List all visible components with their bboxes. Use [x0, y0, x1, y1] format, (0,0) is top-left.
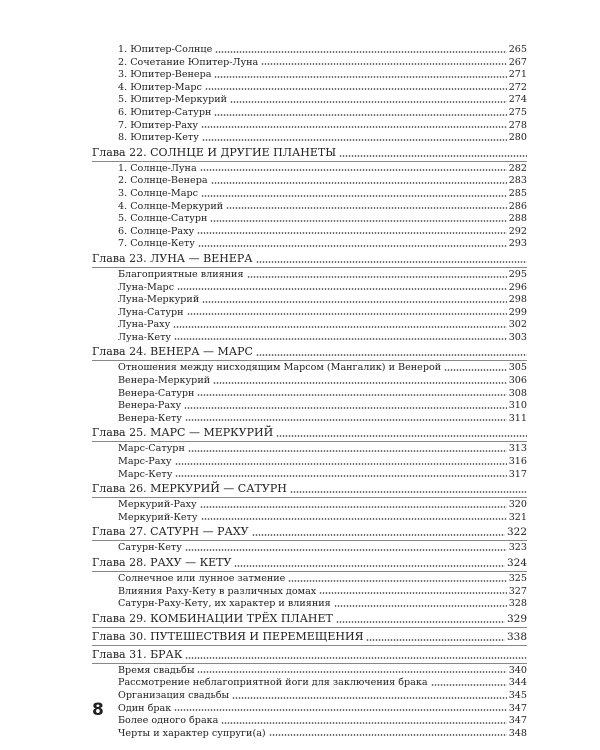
toc-entry-page: 293 [508, 238, 527, 250]
toc-entry-page: 302 [508, 319, 527, 331]
chapter-heading-label: Глава 26. МЕРКУРИЙ — САТУРН [92, 482, 287, 496]
dot-leader [198, 245, 507, 247]
chapter-heading [92, 611, 527, 628]
chapter-heading-label: Глава 25. МАРС — МЕРКУРИЙ [92, 426, 274, 440]
toc-entry-page: 323 [508, 542, 527, 554]
toc-entry-page: 321 [508, 511, 527, 523]
toc-entry-page: 280 [508, 132, 527, 144]
toc-entry [92, 413, 527, 426]
toc-entry-page: 306 [508, 375, 527, 387]
toc-entry-page: 298 [508, 294, 527, 306]
dot-leader [174, 709, 506, 711]
toc-entry-label: Меркурий-Кету [118, 511, 198, 523]
dot-leader [319, 592, 506, 594]
toc-entry [92, 598, 527, 611]
dot-leader [232, 697, 506, 699]
toc-entry [92, 690, 527, 703]
dot-leader [256, 354, 527, 356]
chapter-heading-label: Глава 30. ПУТЕШЕСТВИЯ И ПЕРЕМЕЩЕНИЯ [92, 629, 364, 643]
dot-leader [214, 76, 506, 78]
chapter-heading [92, 145, 527, 162]
dot-leader [214, 114, 506, 116]
chapter-heading-label: Глава 24. ВЕНЕРА — МАРС [92, 345, 253, 359]
toc-entry-page: 345 [508, 689, 527, 701]
toc-entry-label: Благоприятные влияния [118, 268, 244, 280]
toc-entry-page: 271 [508, 69, 527, 81]
toc-entry-label: Более одного брака [118, 715, 219, 727]
chapter-heading [92, 629, 527, 646]
dot-leader [201, 518, 507, 520]
toc-entry-label: 3. Юпитер-Венера [118, 69, 212, 81]
toc-entry [92, 188, 527, 201]
toc-entry [92, 107, 527, 120]
toc-entry-label: Один брак [118, 702, 172, 714]
toc-entry [92, 665, 527, 678]
toc-entry [92, 332, 527, 345]
dot-leader [288, 580, 506, 582]
chapter-heading-page: 338 [506, 630, 527, 643]
chapter-heading [92, 555, 527, 572]
toc-entry [92, 163, 527, 176]
toc-entry-label: Венера-Раху [118, 400, 182, 412]
toc-entry-page: 348 [508, 727, 527, 739]
dot-leader [256, 261, 527, 263]
toc-entry-page: 295 [508, 268, 527, 280]
toc-entry-label: Венера-Сатурн [118, 387, 195, 399]
toc-entry-label: Луна-Меркурий [118, 294, 200, 306]
toc-entry-page: 311 [508, 412, 527, 424]
toc-entry-page: 299 [508, 306, 527, 318]
dot-leader [205, 88, 507, 90]
dot-leader [276, 435, 527, 437]
toc-entry [92, 400, 527, 413]
toc-entry [92, 82, 527, 95]
toc-entry [92, 677, 527, 690]
toc-entry [92, 269, 527, 282]
toc-entry-label: 8. Юпитер-Кету [118, 132, 199, 144]
toc-entry [92, 319, 527, 332]
toc-entry-label: Марс-Кету [118, 468, 173, 480]
toc-entry-page: 320 [508, 499, 527, 511]
toc-entry-label: Луна-Марс [118, 281, 175, 293]
chapter-heading-label: Глава 27. САТУРН — РАХУ [92, 525, 249, 539]
toc-entry [92, 175, 527, 188]
dot-leader [431, 684, 507, 686]
chapter-heading-label: Глава 28. РАХУ — КЕТУ [92, 556, 232, 569]
chapter-heading [92, 524, 527, 541]
toc-entry-label: 1. Юпитер-Солнце [118, 44, 213, 55]
toc-entry-page: 305 [508, 362, 527, 374]
toc-entry-page: 285 [508, 187, 527, 199]
dot-leader [339, 155, 527, 157]
dot-leader [175, 475, 506, 477]
dot-leader [269, 734, 507, 736]
dot-leader [173, 326, 506, 328]
toc-entry [92, 282, 527, 295]
chapter-heading-label: Глава 23. ЛУНА — ВЕНЕРА [92, 251, 253, 265]
toc-entry-page: 316 [508, 456, 527, 468]
dot-leader [185, 657, 527, 659]
dot-leader [197, 671, 506, 673]
toc-entry-page: 278 [508, 119, 527, 131]
dot-leader [366, 639, 504, 641]
dot-leader [187, 313, 507, 315]
dot-leader [444, 369, 507, 371]
toc-entry-page: 347 [508, 715, 527, 727]
toc-entry-label: 3. Солнце-Марс [118, 187, 198, 199]
toc-entry-page: 274 [508, 94, 527, 106]
toc-entry [92, 456, 527, 469]
toc-entry [92, 44, 527, 57]
dot-leader [213, 382, 507, 384]
dot-leader [290, 491, 527, 493]
dot-leader [226, 207, 507, 209]
chapter-heading-label: Глава 22. СОЛНЦЕ И ДРУГИЕ ПЛАНЕТЫ [92, 145, 337, 159]
toc-entry-label: Меркурий-Раху [118, 499, 197, 511]
toc-entry-page: 265 [508, 44, 527, 55]
toc-entry-label: 2. Солнце-Венера [118, 175, 208, 187]
dot-leader [334, 605, 507, 607]
toc-entry-label: Сатурн-Кету [118, 542, 182, 554]
toc-entry-label: Марс-Раху [118, 456, 172, 468]
toc-entry [92, 443, 527, 456]
toc-entry-page: 292 [508, 225, 527, 237]
toc-entry-label: 5. Юпитер-Меркурий [118, 94, 228, 106]
toc-entry-label: Луна-Раху [118, 319, 171, 331]
toc-entry-label: 6. Солнце-Раху [118, 225, 195, 237]
dot-leader [252, 534, 505, 536]
toc-entry-page: 296 [508, 281, 527, 293]
dot-leader [185, 419, 507, 421]
table-of-contents [92, 44, 527, 740]
toc-entry-page: 317 [508, 468, 527, 480]
dot-leader [230, 101, 507, 103]
toc-entry [92, 307, 527, 320]
toc-entry-page: 267 [508, 56, 527, 68]
dot-leader [201, 195, 507, 197]
dot-leader [336, 621, 505, 623]
toc-entry-label: 4. Юпитер-Марс [118, 81, 202, 93]
toc-entry-label: Сатурн-Раху-Кету, их характер и влияния [118, 598, 331, 610]
toc-entry-label: Луна-Кету [118, 331, 172, 343]
dot-leader [177, 288, 507, 290]
toc-entry [92, 512, 527, 525]
dot-leader [184, 407, 507, 409]
dot-leader [174, 338, 507, 340]
toc-entry-page: 286 [508, 200, 527, 212]
dot-leader [197, 232, 507, 234]
toc-entry-label: Черты и характер супруги(а) [118, 727, 266, 739]
toc-entry-page: 328 [508, 598, 527, 610]
dot-leader [234, 565, 505, 567]
dot-leader [211, 182, 507, 184]
chapter-heading [92, 647, 527, 664]
toc-entry-label: 5. Солнце-Сатурн [118, 213, 208, 225]
dot-leader [202, 301, 506, 303]
dot-leader [202, 139, 507, 141]
toc-entry [92, 469, 527, 482]
toc-entry-page: 283 [508, 175, 527, 187]
dot-leader [247, 276, 507, 278]
toc-entry [92, 69, 527, 82]
dot-leader [175, 463, 507, 465]
toc-entry-label: Венера-Меркурий [118, 375, 211, 387]
toc-entry [92, 226, 527, 239]
dot-leader [188, 450, 507, 452]
toc-entry-page: 275 [508, 106, 527, 118]
toc-entry-label: 4. Солнце-Меркурий [118, 200, 224, 212]
dot-leader [200, 506, 507, 508]
toc-entry-label: 7. Юпитер-Раху [118, 119, 199, 131]
toc-entry-page: 327 [508, 585, 527, 597]
toc-entry [92, 542, 527, 555]
toc-entry-page: 347 [508, 702, 527, 714]
dot-leader [210, 220, 506, 222]
dot-leader [215, 51, 506, 53]
toc-entry-label: Марс-Сатурн [118, 443, 185, 455]
toc-entry-label: Луна-Сатурн [118, 306, 184, 318]
toc-entry [92, 586, 527, 599]
dot-leader [200, 169, 507, 171]
toc-entry-label: 1. Солнце-Луна [118, 162, 197, 174]
toc-entry-page: 303 [508, 331, 527, 343]
toc-entry [92, 388, 527, 401]
toc-entry [92, 201, 527, 214]
chapter-heading [92, 344, 527, 361]
chapter-heading-page: 329 [506, 612, 527, 625]
toc-entry [92, 715, 527, 728]
toc-entry-page: 313 [508, 443, 527, 455]
toc-entry [92, 703, 527, 716]
toc-entry-page: 288 [508, 213, 527, 225]
toc-entry [92, 120, 527, 133]
toc-entry-page: 282 [508, 162, 527, 174]
toc-entry-label: Рассмотрение неблагоприятной йоги для заключения брака [118, 677, 428, 689]
toc-entry-page: 340 [508, 664, 527, 676]
dot-leader [201, 126, 507, 128]
toc-entry-label: 6. Юпитер-Сатурн [118, 106, 212, 118]
toc-entry [92, 728, 527, 741]
chapter-heading-page: 324 [506, 557, 527, 569]
toc-entry-page: 325 [508, 573, 527, 584]
toc-entry-page: 310 [508, 400, 527, 412]
chapter-heading-page: 322 [506, 526, 527, 539]
chapter-heading [92, 425, 527, 442]
toc-entry [92, 213, 527, 226]
toc-entry-label: Отношения между нисходящим Марсом (Мангалик) и Венерой [118, 362, 442, 374]
page-number: 8 [92, 700, 104, 720]
chapter-heading-label: Глава 31. БРАК [92, 647, 183, 661]
dot-leader [197, 394, 506, 396]
toc-entry [92, 294, 527, 307]
toc-entry-label: Влияния Раху-Кету в различных домах [118, 585, 317, 597]
toc-entry [92, 94, 527, 107]
toc-entry-page: 272 [508, 81, 527, 93]
toc-entry [92, 238, 527, 251]
chapter-heading-label: Глава 29. КОМБИНАЦИИ ТРЁХ ПЛАНЕТ [92, 611, 333, 625]
toc-entry [92, 499, 527, 512]
dot-leader [221, 722, 506, 724]
dot-leader [261, 63, 506, 65]
toc-entry [92, 362, 527, 375]
chapter-heading [92, 251, 527, 268]
toc-entry-label: Венера-Кету [118, 412, 182, 424]
toc-entry-label: Время свадьбы [118, 664, 195, 676]
toc-entry-page: 344 [508, 677, 527, 689]
toc-entry-label: 7. Солнце-Кету [118, 238, 195, 250]
dot-leader [185, 549, 507, 551]
chapter-heading [92, 481, 527, 498]
toc-entry [92, 132, 527, 145]
toc-entry-page: 308 [508, 387, 527, 399]
toc-entry [92, 57, 527, 70]
toc-entry-label: Солнечное или лунное затмение [118, 573, 286, 584]
toc-entry-label: 2. Сочетание Юпитер-Луна [118, 56, 259, 68]
toc-entry [92, 573, 527, 586]
toc-entry-label: Организация свадьбы [118, 689, 230, 701]
toc-entry [92, 375, 527, 388]
